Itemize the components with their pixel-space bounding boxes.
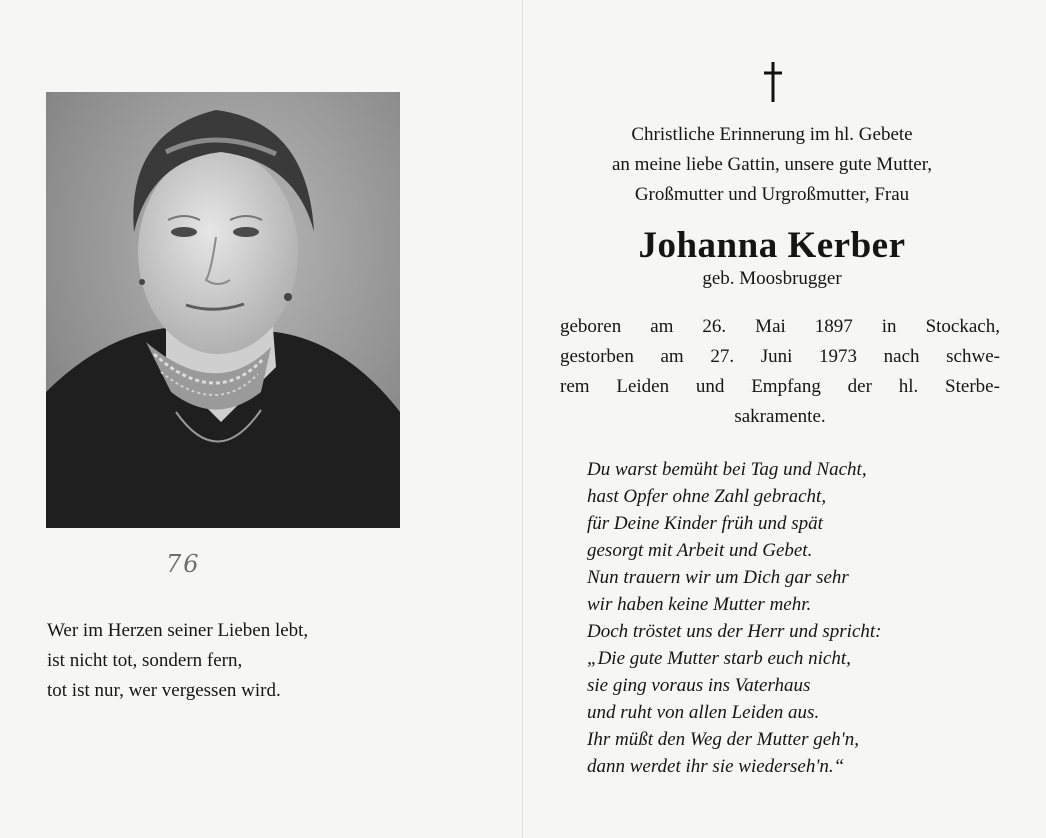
word: schwe- — [946, 346, 1000, 367]
deceased-name: Johanna Kerber — [638, 225, 906, 266]
word: Mai — [755, 316, 786, 337]
poem-line: Ihr müßt den Weg der Mutter geh'n, — [587, 729, 859, 750]
word: 1897 — [814, 316, 853, 337]
word: hl. — [898, 376, 919, 397]
intro-line: Christliche Erinnerung im hl. Gebete — [631, 124, 913, 145]
life-dates-line — [560, 312, 1000, 342]
poem-line: Du warst bemüht bei Tag und Nacht, — [587, 459, 867, 480]
life-dates-line — [560, 342, 1000, 372]
poem-line: „Die gute Mutter starb euch nicht, — [587, 648, 851, 669]
word: Empfang — [751, 376, 821, 397]
poem-line: wir haben keine Mutter mehr. — [587, 594, 812, 615]
word: nach — [883, 346, 920, 367]
word: Juni — [760, 346, 793, 367]
poem-line: Nun trauern wir um Dich gar sehr — [587, 567, 849, 588]
word: gestorben — [560, 346, 634, 367]
handwritten-note: 76 — [166, 550, 201, 578]
poem-line: für Deine Kinder früh und spät — [587, 513, 823, 534]
card-fold-line — [522, 0, 523, 838]
intro-text — [552, 120, 992, 210]
quote-line: Wer im Herzen seiner Lieben lebt, — [47, 620, 309, 641]
maiden-name: geb. Moosbrugger — [702, 268, 842, 289]
word: in — [881, 316, 897, 337]
word: und — [695, 376, 725, 397]
word: 1973 — [819, 346, 858, 367]
word: 27. — [710, 346, 735, 367]
life-dates-line: sakramente. — [734, 406, 826, 427]
poem-line: gesorgt mit Arbeit und Gebet. — [587, 540, 813, 561]
poem-line: und ruht von allen Leiden aus. — [587, 702, 820, 723]
portrait-photo — [46, 92, 400, 528]
intro-line: an meine liebe Gattin, unsere gute Mutter, — [611, 154, 933, 175]
quote-line: tot ist nur, wer vergessen wird. — [47, 680, 281, 701]
word: Leiden — [616, 376, 670, 397]
poem-line: hast Opfer ohne Zahl gebracht, — [587, 486, 827, 507]
word: Stockach, — [925, 316, 1000, 337]
word: geboren — [560, 316, 622, 337]
poem-line: dann werdet ihr sie wiederseh'n.“ — [587, 756, 845, 777]
memorial-quote — [47, 616, 308, 706]
poem-line: Doch tröstet uns der Herr und spricht: — [587, 621, 882, 642]
life-dates — [560, 312, 1000, 432]
word: rem — [560, 376, 590, 397]
word: Sterbe- — [945, 376, 1000, 397]
intro-line: Großmutter und Urgroßmutter, Frau — [634, 184, 910, 205]
word: 26. — [702, 316, 727, 337]
cross-icon — [762, 60, 784, 104]
memorial-poem — [587, 456, 881, 780]
word: am — [650, 316, 674, 337]
word: der — [847, 376, 872, 397]
word: am — [660, 346, 684, 367]
quote-line: ist nicht tot, sondern fern, — [47, 650, 243, 671]
life-dates-line — [560, 372, 1000, 402]
poem-line: sie ging voraus ins Vaterhaus — [587, 675, 811, 696]
